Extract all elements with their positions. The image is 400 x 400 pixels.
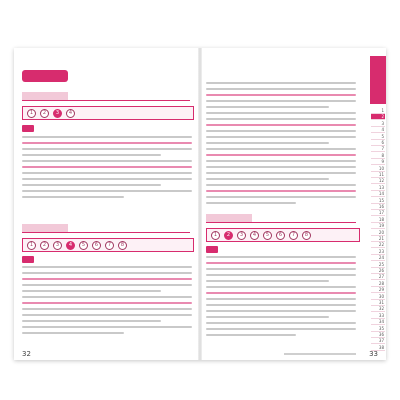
left-page [14, 48, 200, 360]
book-gutter [198, 48, 202, 360]
chapter-index-entry: 7 [371, 146, 385, 152]
explanation-text [22, 266, 192, 338]
section-badge [22, 70, 68, 82]
left_page.q21-option-2: 2 [40, 109, 49, 118]
right_page.q23-option-4: 4 [250, 231, 259, 240]
right_page.q23-option-5: 5 [263, 231, 272, 240]
chapter-index-entry: 6 [371, 140, 385, 146]
right_page.q23-option-7: 7 [289, 231, 298, 240]
chapter-index-entry: 34 [371, 319, 385, 325]
right_page.q23-option-3: 3 [237, 231, 246, 240]
chapter-index-entry: 4 [371, 127, 385, 133]
chapter-index-entry: 31 [371, 300, 385, 306]
chapter-index-entry: 3 [371, 121, 385, 127]
chapter-index-entry: 14 [371, 191, 385, 197]
left_page.q22-option-6: 6 [92, 241, 101, 250]
chapter-index-entry: 37 [371, 338, 385, 344]
chapter-index-entry: 12 [371, 178, 385, 184]
chapter-index-entry: 23 [371, 249, 385, 255]
left_page.q21-option-4: 4 [66, 109, 75, 118]
chapter-header-tab [370, 56, 386, 104]
question-2-2-answer-choices [22, 238, 194, 252]
left_page.q22-option-3: 3 [53, 241, 62, 250]
chapter-index-entry: 32 [371, 306, 385, 312]
left_page.q22-option-8: 8 [118, 241, 127, 250]
chapter-index-entry: 9 [371, 159, 385, 165]
left_page.q22-option-4: 4 [66, 241, 75, 250]
question-2-3-heading [206, 214, 356, 223]
chapter-index-entry: 27 [371, 274, 385, 280]
explanation-text [22, 136, 192, 202]
right_page.q23-option-2: 2 [224, 231, 233, 240]
right-page [200, 48, 386, 360]
right_page.q23-option-6: 6 [276, 231, 285, 240]
book-spread [14, 48, 386, 360]
chapter-index-entry: 33 [371, 313, 385, 319]
chapter-index-entry: 1 [371, 108, 385, 114]
question-2-1-answer-choices [22, 106, 194, 120]
left_page.q21-option-1: 1 [27, 109, 36, 118]
chapter-index-entry: 8 [371, 153, 385, 159]
page-number: 32 [22, 350, 31, 358]
left_page.q22-option-1: 1 [27, 241, 36, 250]
left_page.q22-option-2: 2 [40, 241, 49, 250]
left_page.q22-option-5: 5 [79, 241, 88, 250]
right_page.q23-option-8: 8 [302, 231, 311, 240]
left_page.q21-option-3: 3 [53, 109, 62, 118]
chapter-index-entry: 28 [371, 281, 385, 287]
question-2-1-heading [22, 92, 190, 101]
right_page.q23-option-1: 1 [211, 231, 220, 240]
chapter-index-entry: 10 [371, 166, 385, 172]
chapter-index-entry: 29 [371, 287, 385, 293]
explanation-tag [22, 256, 34, 263]
page-number: 33 [369, 350, 378, 358]
chapter-index-entry: 5 [371, 134, 385, 140]
chapter-index-entry: 2 [371, 114, 385, 120]
left_page.q22-option-7: 7 [105, 241, 114, 250]
chapter-index-entry: 36 [371, 332, 385, 338]
chapter-index-entry: 38 [371, 345, 385, 351]
chapter-index-entry: 24 [371, 255, 385, 261]
chapter-index-entry: 19 [371, 223, 385, 229]
question-2-3-answer-choices [206, 228, 360, 242]
question-2-2-heading [22, 224, 190, 233]
chapter-index-tabs [370, 48, 386, 360]
chapter-index-entry: 15 [371, 198, 385, 204]
chapter-index-entry: 11 [371, 172, 385, 178]
explanation-text [206, 256, 356, 340]
chapter-index-entry: 20 [371, 230, 385, 236]
footer-running-title [284, 353, 356, 355]
continued-text [206, 82, 356, 208]
explanation-tag [206, 246, 218, 253]
chapter-index-entry: 18 [371, 217, 385, 223]
chapter-index-entry: 16 [371, 204, 385, 210]
chapter-index-entry: 22 [371, 242, 385, 248]
chapter-index-entry: 30 [371, 294, 385, 300]
chapter-index-entry: 13 [371, 185, 385, 191]
chapter-index-entry: 21 [371, 236, 385, 242]
chapter-index-entry: 26 [371, 268, 385, 274]
chapter-index-entry: 17 [371, 210, 385, 216]
explanation-tag [22, 125, 34, 132]
chapter-index-entry: 25 [371, 262, 385, 268]
chapter-index-entry: 35 [371, 326, 385, 332]
